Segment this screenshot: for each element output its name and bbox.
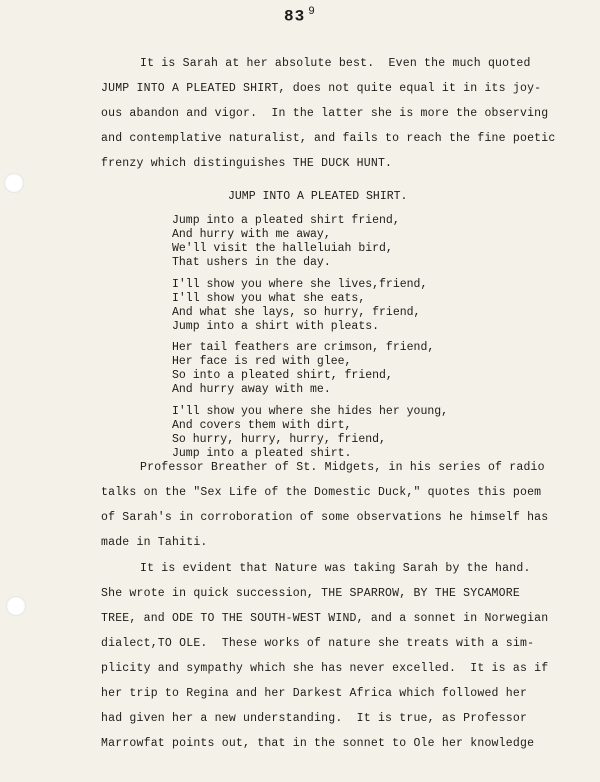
paragraph-three-line-7: had given her a new understanding. It is true, as Professor <box>101 712 528 725</box>
paragraph-three-line-1: It is evident that Nature was taking Sarah by the hand. <box>140 562 531 575</box>
intro-line-2: JUMP INTO A PLEATED SHIRT, does not quite equal it in its joy- <box>101 82 542 95</box>
poem-line: And covers them with dirt, <box>172 419 352 432</box>
paragraph-three-line-6: her trip to Regina and her Darkest Africa which followed her <box>101 687 528 700</box>
poem-line: I'll show you where she lives,friend, <box>172 278 428 291</box>
poem-line: And hurry away with me. <box>172 383 331 396</box>
punch-hole-bottom <box>6 596 26 616</box>
poem-line: So into a pleated shirt, friend, <box>172 369 393 382</box>
poem-line: We'll visit the halleluiah bird, <box>172 242 393 255</box>
poem-line: I'll show you what she eats, <box>172 292 366 305</box>
intro-line-3: ous abandon and vigor. In the latter she is more the observing <box>101 107 549 120</box>
page-number-annotation: 9 <box>308 6 316 18</box>
paragraph-two-line-3: of Sarah's in corroboration of some observations he himself has <box>101 511 549 524</box>
page-number <box>284 6 316 25</box>
intro-line-4: and contemplative naturalist, and fails to reach the fine poetic <box>101 132 556 145</box>
poem-line: So hurry, hurry, hurry, friend, <box>172 433 386 446</box>
poem-line: Jump into a pleated shirt friend, <box>172 214 400 227</box>
intro-line-1: It is Sarah at her absolute best. Even the much quoted <box>140 57 531 70</box>
poem-line: Jump into a shirt with pleats. <box>172 320 380 333</box>
poem-line: Jump into a pleated shirt. <box>172 447 352 460</box>
paragraph-three-line-3: TREE, and ODE TO THE SOUTH-WEST WIND, and a sonnet in Norwegian <box>101 612 549 625</box>
paragraph-three-line-5: plicity and sympathy which she has never excelled. It is as if <box>101 662 549 675</box>
paragraph-two-line-4: made in Tahiti. <box>101 536 208 549</box>
poem-line: Her tail feathers are crimson, friend, <box>172 341 435 354</box>
poem-line: And hurry with me away, <box>172 228 331 241</box>
intro-line-5: frenzy which distinguishes THE DUCK HUNT. <box>101 157 393 170</box>
paragraph-two-line-2: talks on the "Sex Life of the Domestic Duck," quotes this poem <box>101 486 542 499</box>
poem-title: JUMP INTO A PLEATED SHIRT. <box>228 190 408 203</box>
paragraph-three-line-8: Marrowfat points out, that in the sonnet to Ole her knowledge <box>101 737 535 750</box>
punch-hole-top <box>4 173 24 193</box>
paragraph-three-line-4: dialect,TO OLE. These works of nature she treats with a sim- <box>101 637 535 650</box>
paragraph-three-line-2: She wrote in quick succession, THE SPARROW, BY THE SYCAMORE <box>101 587 520 600</box>
page-number-value: 83 <box>284 7 306 26</box>
poem-line: And what she lays, so hurry, friend, <box>172 306 421 319</box>
paragraph-two-line-1: Professor Breather of St. Midgets, in his series of radio <box>140 461 545 474</box>
poem-line: That ushers in the day. <box>172 256 331 269</box>
poem-line: I'll show you where she hides her young, <box>172 405 449 418</box>
poem-line: Her face is red with glee, <box>172 355 352 368</box>
